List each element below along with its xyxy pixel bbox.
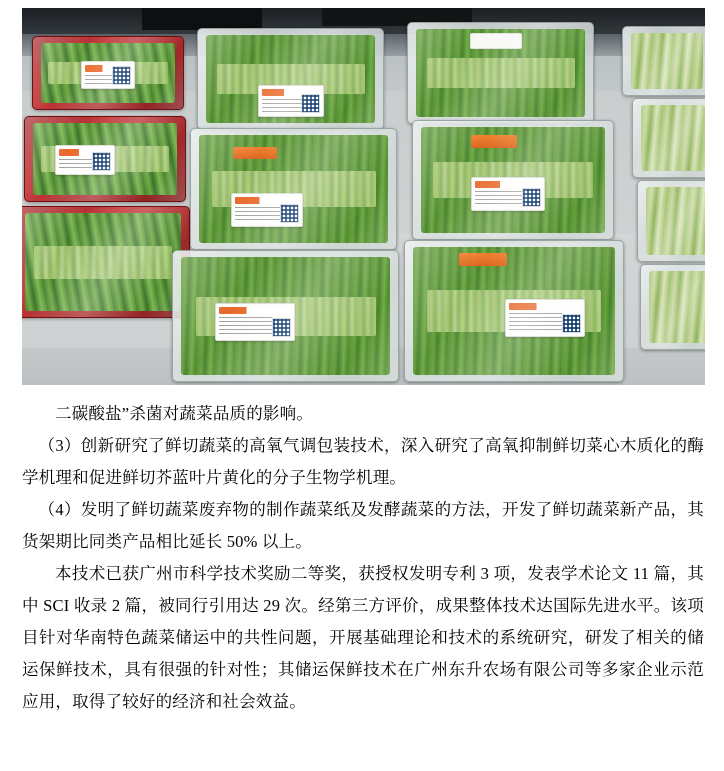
tray-pale-3: [637, 180, 705, 262]
white-brand-tag: [470, 33, 522, 49]
product-label: [215, 303, 295, 341]
orange-brand-tag: [459, 253, 507, 266]
document-body: [22, 398, 704, 718]
orange-brand-tag: [233, 147, 277, 159]
product-label: [258, 85, 324, 117]
label-text-lines: [85, 75, 112, 85]
qr-code-icon: [522, 188, 541, 207]
paragraph-2: （3）创新研究了鲜切蔬菜的高氧气调包装技术，深入研究了高氧抑制鲜切菜心木质化的酶学机理和促进鲜切芥蓝叶片黄化的分子生物学机理。: [22, 436, 704, 487]
product-label: [471, 177, 545, 211]
tray-red-2: [24, 116, 186, 202]
label-text-lines: [219, 317, 272, 337]
product-label: [81, 61, 135, 89]
qr-code-icon: [112, 66, 131, 85]
qr-code-icon: [280, 204, 299, 223]
label-brand-bar: [219, 307, 291, 314]
paragraph-3: （4）发明了鲜切蔬菜废弃物的制作蔬菜纸及发酵蔬菜的方法，开发了鲜切蔬菜新产品，其货架期比同类产品相比延长 50% 以上。: [22, 500, 704, 551]
vegetables: [649, 271, 705, 343]
qr-code-icon: [92, 152, 111, 171]
tray-clear-2: [190, 128, 397, 250]
vegetables: [641, 105, 705, 171]
label-text-lines: [509, 313, 562, 333]
label-brand-bar: [475, 181, 541, 188]
vegetables: [631, 33, 703, 89]
label-text-lines: [59, 159, 92, 171]
vegetables: [646, 187, 705, 255]
tray-pale-1: [622, 26, 705, 96]
photo-canvas: [22, 8, 705, 385]
tray-red-1: [32, 36, 184, 110]
product-label: [231, 193, 303, 227]
tray-pale-4: [640, 264, 705, 350]
product-label: [55, 145, 115, 175]
label-text-lines: [475, 191, 522, 207]
label-text-lines: [235, 207, 280, 223]
tray-clear-4: [407, 22, 594, 124]
paragraph-1: 二碳酸盐”杀菌对蔬菜品质的影响。: [55, 404, 314, 423]
tray-clear-5: [412, 120, 614, 240]
paragraph-4: 本技术已获广州市科学技术奖励二等奖，获授权发明专利 3 项，发表学术论文 11 篇，其中 SCI 收录 2 篇，被同行引用达 29 次。经第三方评价，成果整体技术达国际先进水平。该项目针对华南特色蔬菜储运中的共性问题，开展基础理论和技术的系统研究，研发了相关的储运保鲜技术，具有很强的针对性；其储运保鲜技术在广州东升农场有限公司等多家企业示范应用，取得了较好的经济和社会效益。: [22, 564, 704, 711]
product-label: [505, 299, 585, 337]
label-brand-bar: [235, 197, 299, 204]
label-text-lines: [262, 99, 301, 113]
photo-equipment-dark-1: [142, 8, 262, 30]
tray-clear-3: [172, 250, 399, 382]
qr-code-icon: [272, 318, 291, 337]
qr-code-icon: [301, 94, 320, 113]
tray-clear-1: [197, 28, 384, 130]
tray-red-3: [22, 206, 190, 318]
figure-image: [22, 8, 705, 385]
label-brand-bar: [509, 303, 581, 310]
tray-clear-6: [404, 240, 624, 382]
vegetable-stems: [34, 246, 172, 279]
tray-pale-2: [632, 98, 705, 178]
orange-brand-tag: [471, 135, 517, 148]
vegetable-stems: [427, 58, 575, 88]
qr-code-icon: [562, 314, 581, 333]
